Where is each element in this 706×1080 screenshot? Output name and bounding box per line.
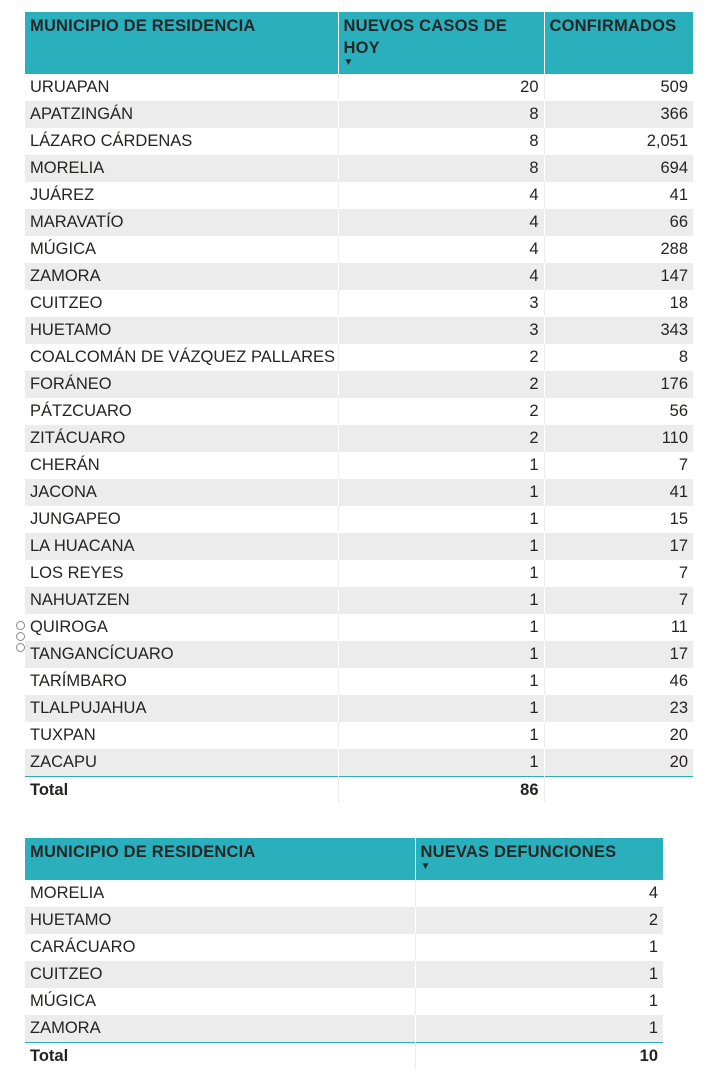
cell-municipio: TARÍMBARO — [25, 668, 338, 695]
table-row[interactable] — [25, 1015, 663, 1043]
col-header-nuevos-casos[interactable]: NUEVOS CASOS DE HOY ▼ — [338, 12, 544, 74]
cell-municipio: MÚGICA — [25, 236, 338, 263]
total-confirmados — [544, 777, 693, 804]
table-row[interactable] — [25, 236, 693, 263]
table-row[interactable] — [25, 74, 693, 101]
cell-nuevas-defunciones: 1 — [648, 938, 658, 956]
table-row[interactable] — [25, 155, 693, 182]
table-row[interactable] — [25, 317, 693, 344]
cell-nuevas-defunciones: 1 — [415, 1015, 663, 1043]
cell-confirmados: 2,051 — [646, 132, 688, 150]
cell-municipio: ZITÁCUARO — [25, 425, 338, 452]
cell-nuevos-casos: 1 — [338, 506, 544, 533]
cell-nuevos-casos: 4 — [338, 236, 544, 263]
cell-nuevos-casos: 1 — [338, 641, 544, 668]
table-row[interactable] — [25, 398, 693, 425]
table-row[interactable] — [25, 934, 663, 961]
cell-nuevas-defunciones: 4 — [648, 884, 658, 902]
cell-municipio: ZAMORA — [25, 1015, 415, 1043]
cell-nuevos-casos: 2 — [338, 371, 544, 398]
cell-municipio: LA HUACANA — [25, 533, 338, 560]
cell-municipio: QUIROGA — [25, 614, 338, 641]
cell-municipio: ZAMORA — [25, 263, 338, 290]
cell-confirmados: 46 — [669, 672, 688, 690]
cell-nuevos-casos: 1 — [338, 560, 544, 587]
cell-municipio: TANGANCÍCUARO — [25, 641, 338, 668]
cell-nuevos-casos: 4 — [338, 182, 544, 209]
cell-confirmados: 147 — [544, 263, 693, 290]
cell-municipio: NAHUATZEN — [25, 587, 338, 614]
table-row[interactable] — [25, 880, 663, 907]
table-row[interactable] — [25, 560, 693, 587]
table-row[interactable] — [25, 961, 663, 988]
cell-confirmados: 366 — [544, 101, 693, 128]
cell-nuevos-casos: 1 — [338, 533, 544, 560]
table-row[interactable] — [25, 209, 693, 236]
defunciones-table — [25, 838, 663, 1069]
table-row[interactable] — [25, 344, 693, 371]
table-row[interactable] — [25, 695, 693, 722]
cell-nuevos-casos: 3 — [338, 290, 544, 317]
cell-municipio: LOS REYES — [25, 560, 338, 587]
cell-nuevos-casos: 2 — [338, 425, 544, 452]
cell-municipio: MORELIA — [25, 880, 415, 907]
defunciones-header-row — [25, 838, 663, 880]
total-row — [25, 1043, 663, 1070]
cell-municipio: MARAVATÍO — [25, 209, 338, 236]
cell-confirmados: 7 — [678, 564, 688, 582]
table-row[interactable] — [25, 587, 693, 614]
cell-nuevos-casos: 2 — [338, 344, 544, 371]
cell-municipio: CHERÁN — [25, 452, 338, 479]
cell-confirmados: 20 — [669, 726, 688, 744]
cell-nuevos-casos: 1 — [338, 587, 544, 614]
table-row[interactable] — [25, 128, 693, 155]
cell-confirmados: 509 — [660, 78, 688, 96]
sort-descending-icon[interactable]: ▼ — [343, 57, 354, 68]
col-header-municipio[interactable]: MUNICIPIO DE RESIDENCIA — [25, 838, 415, 880]
total-row — [25, 777, 693, 804]
cell-municipio: TUXPAN — [25, 722, 338, 749]
cell-nuevos-casos: 8 — [338, 101, 544, 128]
cell-municipio: HUETAMO — [25, 907, 415, 934]
cell-nuevos-casos: 3 — [338, 317, 544, 344]
cell-nuevos-casos: 1 — [338, 452, 544, 479]
cell-confirmados: 694 — [544, 155, 693, 182]
cell-confirmados: 11 — [670, 618, 688, 636]
cell-municipio: ZACAPU — [25, 749, 338, 777]
cell-confirmados: 20 — [544, 749, 693, 777]
cell-nuevos-casos: 1 — [338, 479, 544, 506]
cell-municipio: APATZINGÁN — [25, 101, 338, 128]
cell-confirmados: 7 — [544, 587, 693, 614]
table-row[interactable] — [25, 371, 693, 398]
cell-confirmados: 41 — [669, 186, 688, 204]
cell-municipio: JUÁREZ — [25, 182, 338, 209]
cell-confirmados: 17 — [544, 533, 693, 560]
sort-descending-icon[interactable]: ▼ — [420, 861, 431, 872]
cell-municipio: HUETAMO — [25, 317, 338, 344]
total-label: Total — [25, 777, 338, 804]
table-row[interactable] — [25, 749, 693, 777]
cell-municipio: CARÁCUARO — [25, 934, 415, 961]
cell-confirmados: 176 — [544, 371, 693, 398]
cell-municipio: MORELIA — [25, 155, 338, 182]
table-row[interactable] — [25, 907, 663, 934]
total-nuevos-casos: 86 — [338, 777, 544, 804]
cell-nuevos-casos: 20 — [338, 74, 544, 101]
cell-nuevas-defunciones: 1 — [415, 961, 663, 988]
table-row[interactable] — [25, 533, 693, 560]
cell-municipio: LÁZARO CÁRDENAS — [25, 128, 338, 155]
cell-municipio: FORÁNEO — [25, 371, 338, 398]
table-row[interactable] — [25, 988, 663, 1015]
cell-confirmados: 17 — [544, 641, 693, 668]
table-row[interactable] — [25, 479, 693, 506]
table-row[interactable] — [25, 182, 693, 209]
cell-municipio: PÁTZCUARO — [25, 398, 338, 425]
cell-municipio: JACONA — [25, 479, 338, 506]
casos-header-row — [25, 12, 693, 74]
cell-confirmados: 15 — [669, 510, 688, 528]
cell-nuevos-casos: 2 — [338, 398, 544, 425]
table-row[interactable] — [25, 614, 693, 641]
cell-confirmados: 18 — [669, 294, 688, 312]
cell-municipio: MÚGICA — [25, 988, 415, 1015]
cell-nuevos-casos: 4 — [338, 263, 544, 290]
cell-nuevas-defunciones: 2 — [415, 907, 663, 934]
cell-municipio: COALCOMÁN DE VÁZQUEZ PALLARES — [25, 344, 338, 371]
table-row[interactable] — [25, 101, 693, 128]
cell-nuevos-casos: 1 — [338, 695, 544, 722]
cell-nuevos-casos: 1 — [338, 614, 544, 641]
cell-confirmados: 8 — [678, 348, 688, 366]
cell-nuevos-casos: 8 — [338, 128, 544, 155]
resize-handle-icon[interactable] — [16, 621, 25, 654]
table-row[interactable] — [25, 641, 693, 668]
table-row[interactable] — [25, 668, 693, 695]
cell-municipio: URUAPAN — [25, 74, 338, 101]
cell-nuevas-defunciones: 1 — [648, 992, 658, 1010]
total-defunciones: 10 — [415, 1043, 663, 1070]
cell-nuevos-casos: 1 — [338, 749, 544, 777]
table-row[interactable] — [25, 506, 693, 533]
cell-confirmados: 41 — [544, 479, 693, 506]
col-header-nuevas-defunciones[interactable]: NUEVAS DEFUNCIONES ▼ — [415, 838, 663, 880]
table-row[interactable] — [25, 263, 693, 290]
table-row[interactable] — [25, 290, 693, 317]
casos-table — [25, 12, 693, 803]
cell-nuevos-casos: 1 — [338, 722, 544, 749]
cell-nuevos-casos: 1 — [338, 668, 544, 695]
cell-confirmados: 110 — [544, 425, 693, 452]
cell-confirmados: 56 — [669, 402, 688, 420]
cell-municipio: JUNGAPEO — [25, 506, 338, 533]
cell-nuevos-casos: 4 — [338, 209, 544, 236]
cell-confirmados: 343 — [544, 317, 693, 344]
col-header-municipio[interactable]: MUNICIPIO DE RESIDENCIA — [25, 12, 338, 74]
cell-confirmados: 7 — [678, 456, 688, 474]
total-label: Total — [25, 1043, 415, 1070]
cell-municipio: TLALPUJAHUA — [25, 695, 338, 722]
col-header-confirmados[interactable]: CONFIRMADOS — [544, 12, 693, 74]
cell-municipio: CUITZEO — [25, 961, 415, 988]
cell-confirmados: 23 — [544, 695, 693, 722]
table-row[interactable] — [25, 722, 693, 749]
table-row[interactable] — [25, 425, 693, 452]
cell-confirmados: 66 — [544, 209, 693, 236]
cell-confirmados: 288 — [660, 240, 688, 258]
cell-municipio: CUITZEO — [25, 290, 338, 317]
table-row[interactable] — [25, 452, 693, 479]
cell-nuevos-casos: 8 — [338, 155, 544, 182]
